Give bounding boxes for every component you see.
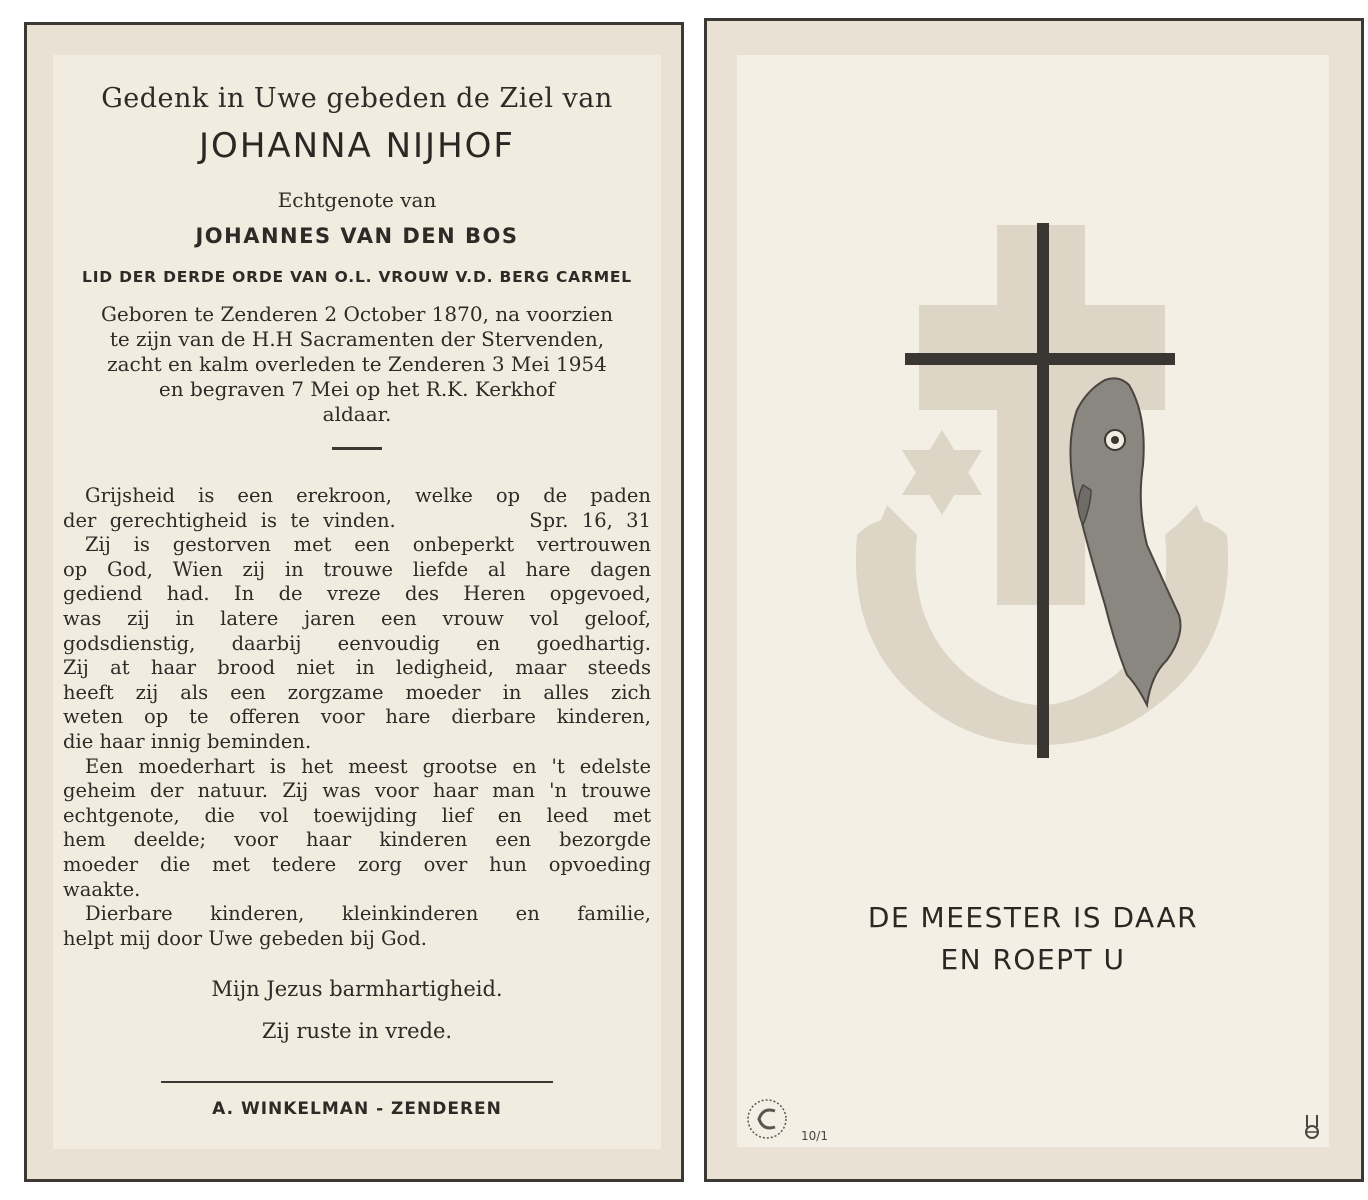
text-line: Grijsheid is een erekroon, welke op de paden (85, 484, 651, 507)
maker-mark-icon (1301, 1113, 1323, 1141)
text-line: op God, Wien zij in trouwe liefde al hare dagen (63, 557, 651, 581)
fish-icon (1070, 378, 1180, 705)
text-line: geheim der natuur. Zij was voor haar man 'n trouwe (63, 779, 651, 803)
card-image-area (737, 55, 1329, 1147)
text-line: echtgenote, die vol toewijding lief en leed met (63, 803, 651, 827)
text-line: moeder die met tedere zorg over hun opvoeding (63, 852, 651, 876)
memorial-card-front (24, 22, 684, 1182)
text-line: was zij in latere jaren een vrouw vol geloof, (63, 606, 651, 630)
bio-line: Geboren te Zenderen 2 October 1870, na voorzien (100, 302, 614, 326)
star-icon (902, 430, 982, 515)
series-number: 10/1 (801, 1129, 828, 1143)
text-line: Dierbare kinderen, kleinkinderen en familie, (85, 902, 651, 926)
motto-line-2: EN ROEPT U (940, 943, 1126, 976)
rest-in-peace: Zij ruste in vrede. (261, 1019, 453, 1044)
prayer-line: Mijn Jezus barmhartigheid. (211, 977, 503, 1002)
text-line: der gerechtigheid is te vinden. Spr. 16, 31 (63, 508, 651, 532)
cross-anchor-fish-illustration (847, 205, 1237, 765)
motto-line-1: DE MEESTER IS DAAR (867, 901, 1199, 934)
opening-line: Gedenk in Uwe gebeden de Ziel van (101, 83, 613, 114)
religious-order: LID DER DERDE ORDE VAN O.L. VROUW V.D. BERG CARMEL (82, 268, 632, 286)
text-line: gediend had. In de vreze des Heren opgevoed, (63, 582, 651, 606)
motto (737, 897, 1329, 981)
bio-line: zacht en kalm overleden te Zenderen 3 Mei 1954 (107, 352, 607, 376)
deceased-name: JOHANNA NIJHOF (199, 126, 515, 166)
text-line: hem deelde; voor haar kinderen een bezorgde (63, 828, 651, 852)
bio-line: aldaar. (322, 402, 392, 426)
text-line: Een moederhart is het meest grootse en 't edelste (85, 754, 651, 778)
card-text-area (53, 55, 661, 1149)
printer-credit: A. WINKELMAN - ZENDEREN (212, 1099, 502, 1120)
memorial-card-back (704, 18, 1364, 1182)
bio-line: en begraven 7 Mei op het R.K. Kerkhof (158, 377, 556, 401)
text-line: waakte. (63, 877, 141, 901)
text-line: godsdienstig, daarbij eenvoudig en goedhartig. (63, 631, 651, 655)
printer-seal-icon (745, 1097, 789, 1141)
text-line: die haar innig beminden. (63, 729, 312, 753)
spouse-name: JOHANNES VAN DEN BOS (195, 224, 519, 248)
text-line: Zij is gestorven met een onbeperkt vertrouwen (85, 533, 651, 557)
spouse-label: Echtgenote van (277, 188, 437, 212)
text-line: Zij at haar brood niet in ledigheid, maar steeds (63, 656, 651, 680)
divider-long (161, 1081, 553, 1083)
text-line: heeft zij als een zorgzame moeder in alles zich (63, 680, 651, 704)
bio-line: te zijn van de H.H Sacramenten der Stervenden, (109, 327, 605, 351)
biography (63, 302, 651, 427)
memorial-text (63, 484, 651, 951)
text-line: helpt mij door Uwe gebeden bij God. (63, 926, 427, 950)
divider-short (332, 447, 382, 450)
text-line: weten op te offeren voor hare dierbare kinderen, (63, 705, 651, 729)
